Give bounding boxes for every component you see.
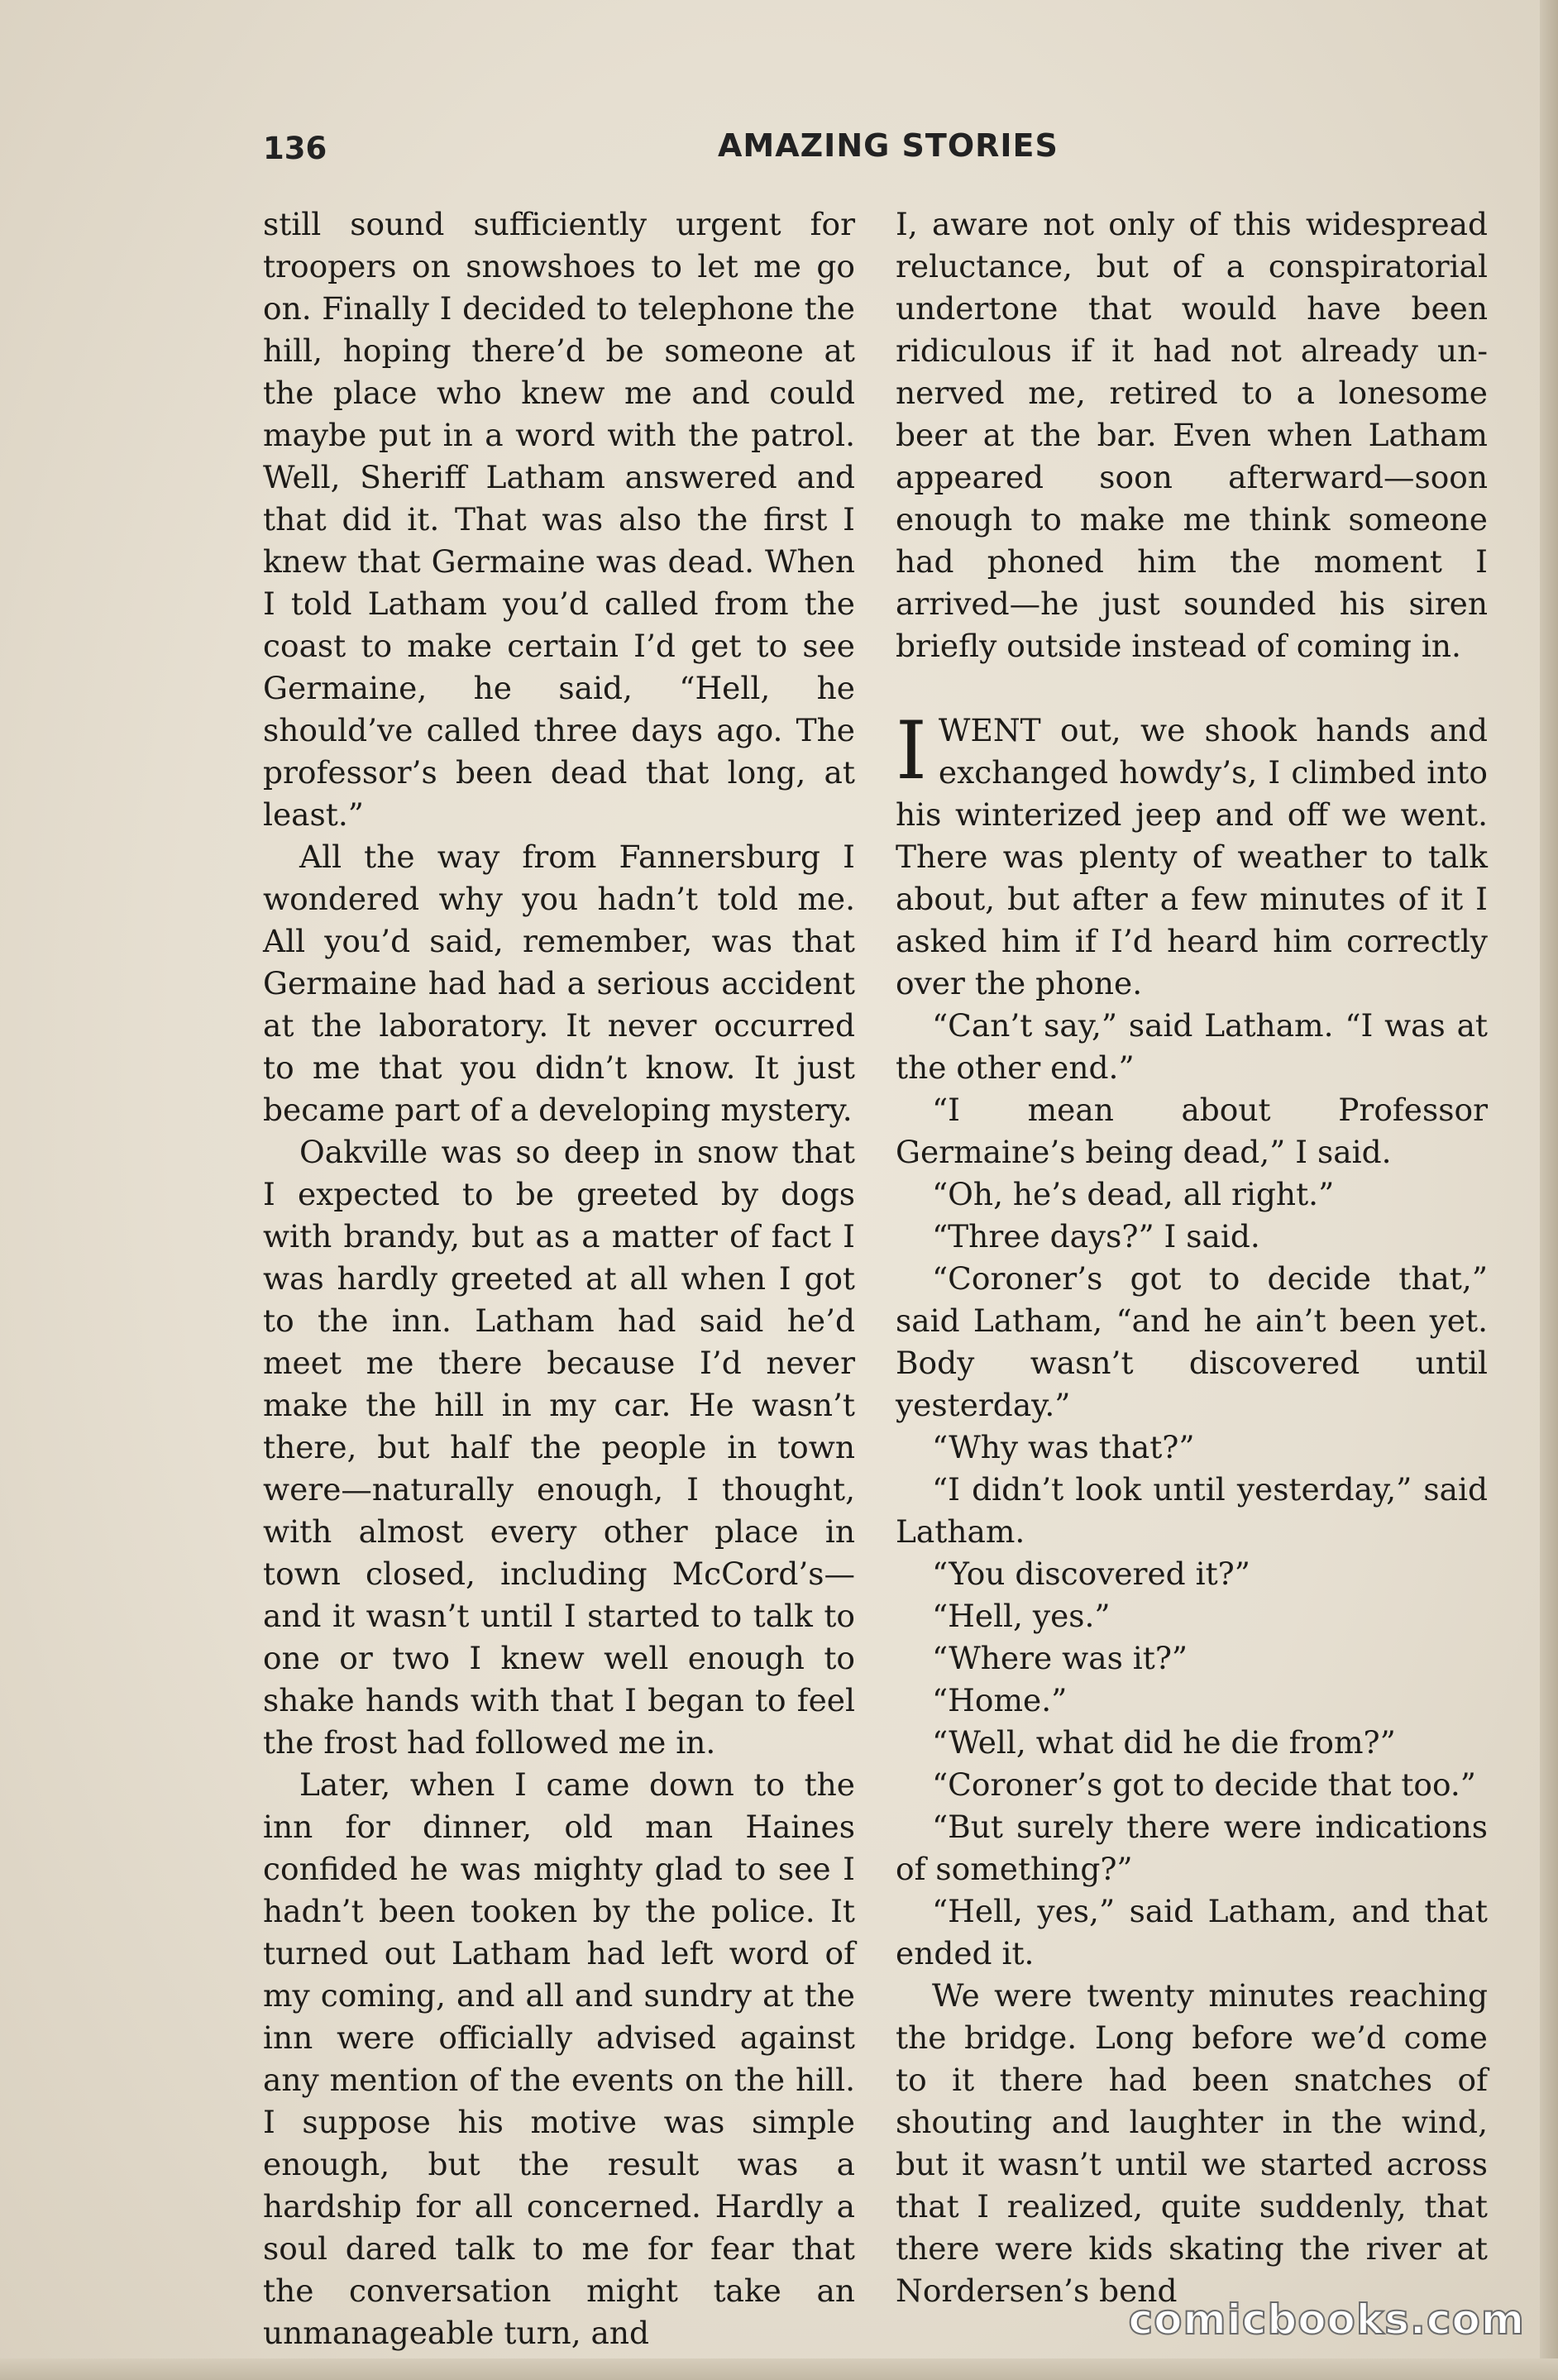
dialogue-line: “I didn’t look until yesterday,” said Latham. (896, 1471, 1488, 1550)
paragraph: I, aware not only of this widespread reluctance, but of a conspiratorial undertone that would have been ridiculous if it had not already un-nerved me, retired to a lonesome beer at the bar. Even when Latham appeared soon afterward—soon enough to make me think someone had phoned him the moment I arrived—he just sounded his siren briefly outside instead of coming in. (896, 206, 1488, 664)
dialogue-line: “But surely there were indications of something?” (896, 1809, 1488, 1887)
dialogue-line: “Home.” (932, 1682, 1068, 1718)
watermark: comicbooks.com (1128, 2296, 1525, 2344)
dialogue-line: “I mean about Professor Germaine’s being dead,” I said. (896, 1092, 1488, 1170)
page-edge-bottom (0, 2358, 1558, 2380)
page-number: 136 (263, 131, 327, 166)
dialogue-line: “Well, what did he die from?” (932, 1724, 1396, 1761)
dialogue-line: “Where was it?” (932, 1640, 1188, 1676)
page-edge-right (1540, 0, 1558, 2380)
paragraph: still sound sufficiently urgent for troopers on snowshoes to let me go on. Finally I decided to telephone the hill, hoping there’d be someone at the place who knew me and could maybe put in a word with the patrol. Well, Sheriff Latham answered and that did it. That was also the first I knew that Germaine was dead. When I told Latham you’d called from the coast to make certain I’d get to see Germaine, he said, “Hell, he should’ve called three days ago. The professor’s been dead that long, at least.” (263, 206, 855, 833)
paragraph: We were twenty minutes reaching the bridge. Long before we’d come to it there had been snatches of shouting and laughter in the wind, but it wasn’t until we started across that I realized, quite suddenly, that there were kids skating the river at Nordersen’s bend (896, 1977, 1488, 2309)
section-opening-text: WENT out, we shook hands and exchanged howdy’s, I climbed into his winterized jeep and off we went. There was plenty of weather to talk about, but after a few minutes of it I asked him if I’d heard him correctly over the phone. (896, 712, 1488, 1001)
drop-cap: I (896, 705, 927, 797)
dialogue-line: “You discovered it?” (932, 1556, 1250, 1592)
dialogue-line: “Can’t say,” said Latham. “I was at the other end.” (896, 1007, 1488, 1086)
left-column (263, 203, 855, 2354)
dialogue-line: “Three days?” I said. (932, 1218, 1260, 1255)
dialogue-line: “Coroner’s got to decide that,” said Latham, “and he ain’t been yet. Body wasn’t discovered until yesterday.” (896, 1260, 1488, 1423)
paragraph: Later, when I came down to the inn for dinner, old man Haines confided he was mighty glad to see I hadn’t been tooken by the police. It turned out Latham had left word of my coming, and all and sundry at the inn were officially advised against any mention of the events on the hill. I suppose his motive was simple enough, but the result was a hardship for all concerned. Hardly a soul dared talk to me for fear that the conversation might take an unmanageable turn, and (263, 1766, 855, 2351)
paragraph: All the way from Fannersburg I wondered why you hadn’t told me. All you’d said, remember, was that Germaine had had a serious accident at the laboratory. It never occurred to me that you didn’t know. It just became part of a developing mystery. (263, 839, 855, 1128)
dialogue-line: “Hell, yes,” said Latham, and that ended it. (896, 1893, 1488, 1971)
dialogue-line: “Why was that?” (932, 1429, 1195, 1465)
section-opening-paragraph (896, 705, 1488, 1005)
right-column (896, 203, 1488, 2312)
dialogue-line: “Hell, yes.” (932, 1598, 1111, 1634)
running-head: AMAZING STORIES (718, 127, 1059, 164)
dialogue-line: “Coroner’s got to decide that too.” (932, 1766, 1476, 1803)
dialogue-line: “Oh, he’s dead, all right.” (932, 1176, 1335, 1212)
paragraph: Oakville was so deep in snow that I expected to be greeted by dogs with brandy, but as a matter of fact I was hardly greeted at all when I got to the inn. Latham had said he’d meet me there because I’d never make the hill in my car. He wasn’t there, but half the people in town were—naturally enough, I thought, with almost every other place in town closed, including McCord’s—and it wasn’t until I started to talk to one or two I knew well enough to shake hands with that I began to feel the frost had followed me in. (263, 1134, 855, 1761)
page-header (263, 124, 1487, 174)
